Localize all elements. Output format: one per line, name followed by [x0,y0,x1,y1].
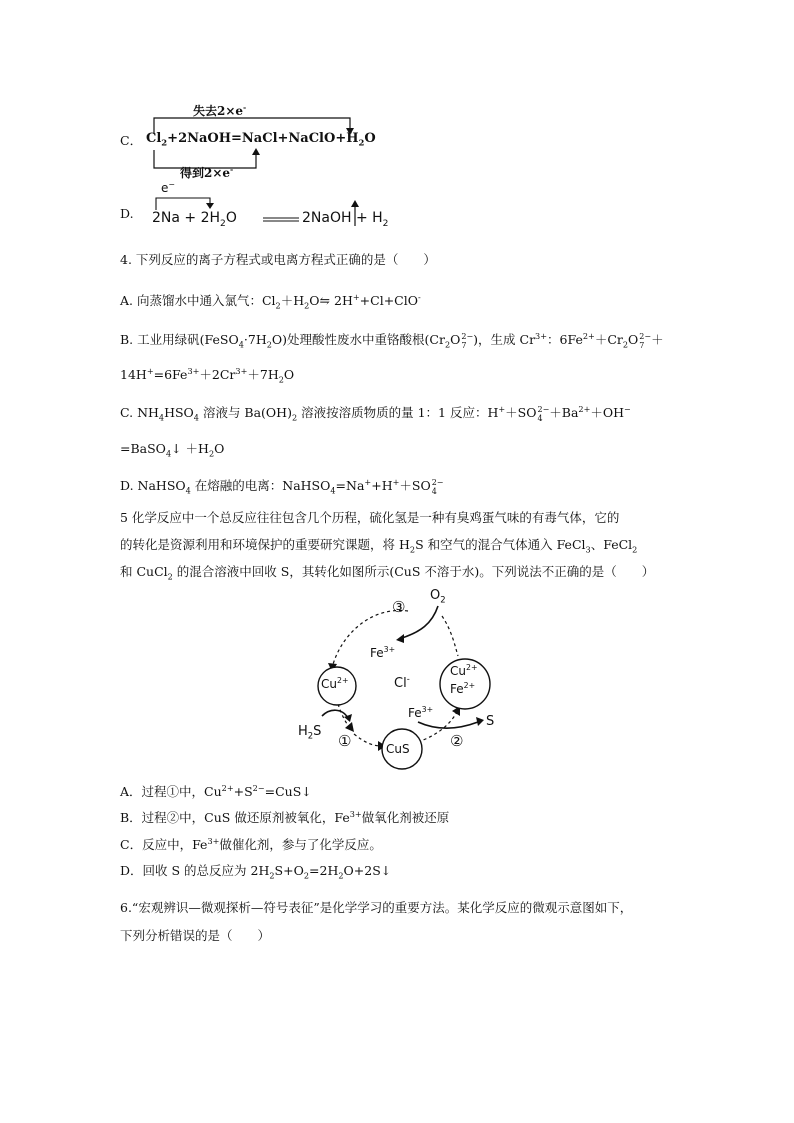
electron-label: e− [161,180,175,195]
fe3-mid-label: $Fe^{3+}$ [408,705,434,720]
option-d-label: D. [120,206,134,221]
o2-label: $O_2$ [430,588,446,605]
q5-option-b: B．过程②中，CuS 做还原剂被氧化，$Fe^{3+}$做氧化剂被还原 [120,808,450,825]
sulfur-label: S [486,714,495,729]
q5-line3: 和 CuCl$_2$ 的混合溶液中回收 S，其转化如图所示(CuS 不溶于水)。下列说法不正确的是（ ） [120,564,655,582]
q4-option-a: A. 向蒸馏水中通入氯气：$Cl_2+H_2O⇋$ 2H++Cl+ClO- [120,291,421,311]
equation-c: $Cl_2+2NaOH=NaCl+NaClO+H_2O$ [146,131,376,148]
q5-line1: 5 化学反应中一个总反应往往包含几个历程，硫化氢是一种有臭鸡蛋气味的有毒气体，它的 [120,510,620,525]
q5-line2: 的转化是资源利用和环境保护的重要研究课题，将 $H_2S$ 和空气的混合气体通入 FeCl$_3$、FeCl$_2$ [120,537,638,555]
q4-option-b: B. 工业用绿矾$(FeSO_4\cdot 7H_2O)$处理酸性废水中重铬酸根($Cr_2O$ 2− 7 )，生成 $Cr^{3+}$：$6Fe^{2+}+Cr_2O$ 2− 7 ＋ [120,330,664,350]
step-1-marker: ① [338,732,352,750]
step-3-marker: ③ [392,598,406,616]
cus-cycle-diagram [290,586,500,776]
lose-electron-annotation: 失去2×e- [193,103,247,118]
step-2-marker: ② [450,732,464,750]
q4-stem: 4. 下列反应的离子方程式或电离方程式正确的是（ ） [120,252,436,267]
chloride-label: Cl- [394,673,410,691]
q6-line2: 下列分析错误的是（ ） [120,928,271,943]
q4-option-d: D. NaHSO$_4$ 在熔融的电离：NaHSO$_4$=Na++H+＋SO 2− 4 [120,476,444,496]
option-c-label: C． [120,133,143,148]
right-cu2-label: $Cu^{2+}$ [450,663,478,678]
equation-d-right: 2NaOH + $H_2$ [302,210,389,229]
equation-d-left: $2Na + 2H_2O$ [152,210,237,229]
h2s-label: $H_2S$ [298,724,322,741]
fe3-top-label: $Fe^{3+}$ [370,645,396,660]
cu2-circle-label: $Cu^{2+}$ [321,676,349,691]
q5-option-a: A．过程①中，$Cu^{2+}+S^{2-}=CuS↓$ [120,782,312,799]
q4-option-c: C. $NH_4HSO_4$ 溶液与 $Ba(OH)_2$ 溶液按溶质物质的量 1：1 反应：H+＋SO 2− 4 $+Ba^{2+}+OH^-$ [120,403,631,423]
right-fe2-label: $Fe^{2+}$ [450,681,476,696]
q4-option-c-line2: =BaSO$_4$↓ $+H_2O$ [120,441,225,459]
q5-option-d: D．回收 S 的总反应为 $2H_2S+O_2=2H_2O+2S↓$ [120,863,392,881]
q4-option-b-line2: $14H^+=6Fe^{3+}+2Cr^{3+}+7H_2O$ [120,365,295,385]
q5-option-c: C．反应中，$Fe^{3+}$做催化剂，参与了化学反应。 [120,835,382,852]
q6-line1: 6.“宏观辨识—微观探析—符号表征”是化学学习的重要方法。某化学反应的微观示意图如下， [120,900,633,915]
cus-circle-label: CuS [386,742,410,756]
gain-electron-annotation: 得到2×e- [180,165,234,180]
